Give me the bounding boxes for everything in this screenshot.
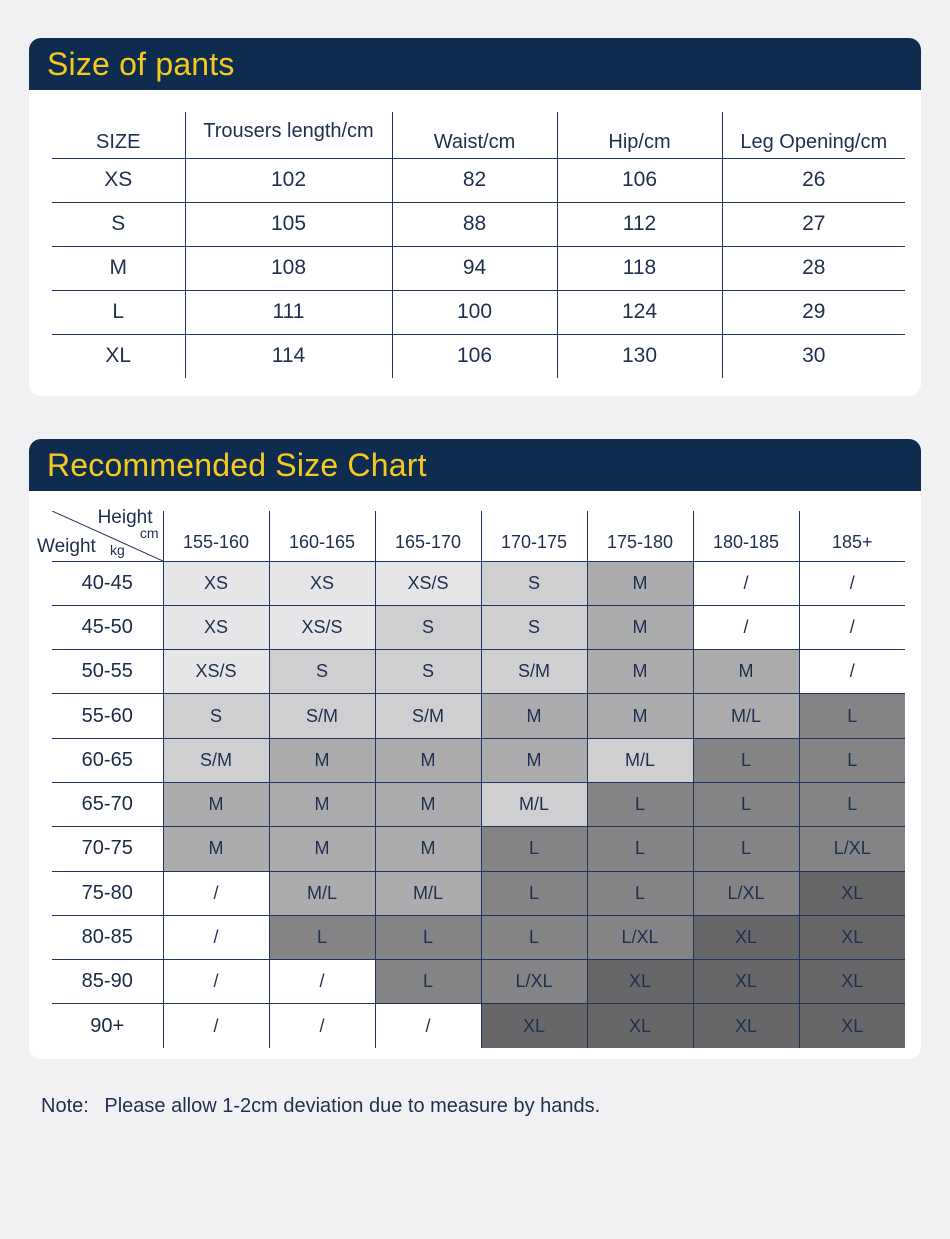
- size-recommendation-cell: L: [269, 915, 375, 959]
- waist-cell: 100: [392, 290, 557, 334]
- size-recommendation-cell: /: [693, 605, 799, 649]
- size-recommendation-cell: S: [481, 561, 587, 605]
- size-recommendation-cell: XL: [799, 1004, 905, 1048]
- size-recommendation-cell: S: [163, 694, 269, 738]
- size-recommendation-cell: S: [375, 650, 481, 694]
- hip-cell: 130: [557, 334, 722, 378]
- size-recommendation-cell: L: [587, 871, 693, 915]
- height-header: 180-185: [693, 511, 799, 561]
- leg-opening-cell: 29: [722, 290, 905, 334]
- size-recommendation-cell: M: [587, 605, 693, 649]
- size-recommendation-cell: XL: [587, 960, 693, 1004]
- size-cell: L: [52, 290, 185, 334]
- size-recommendation-cell: XL: [693, 960, 799, 1004]
- size-recommendation-cell: M: [587, 561, 693, 605]
- size-recommendation-cell: XL: [481, 1004, 587, 1048]
- size-cell: S: [52, 202, 185, 246]
- table-row: [52, 202, 905, 246]
- size-recommendation-cell: XL: [799, 871, 905, 915]
- size-recommendation-cell: M: [587, 694, 693, 738]
- size-recommendation-cell: XS: [163, 561, 269, 605]
- table-row: [52, 561, 905, 605]
- recommended-size-chart-header: [29, 439, 921, 491]
- table-row: [52, 158, 905, 202]
- size-recommendation-cell: M: [163, 827, 269, 871]
- table-row: [52, 694, 905, 738]
- trousers-length-cell: 102: [185, 158, 392, 202]
- height-header: 170-175: [481, 511, 587, 561]
- size-recommendation-cell: M: [163, 782, 269, 826]
- size-recommendation-cell: L: [587, 827, 693, 871]
- weight-cell: 40-45: [52, 561, 163, 605]
- measurement-note: [41, 1095, 600, 1118]
- size-recommendation-cell: /: [693, 561, 799, 605]
- size-recommendation-cell: /: [375, 1004, 481, 1048]
- size-recommendation-cell: L/XL: [587, 915, 693, 959]
- table-row: [52, 782, 905, 826]
- size-recommendation-cell: L: [587, 782, 693, 826]
- trousers-length-cell: 108: [185, 246, 392, 290]
- size-recommendation-cell: M: [269, 827, 375, 871]
- size-recommendation-cell: M: [587, 650, 693, 694]
- table-row: [52, 915, 905, 959]
- table-row: [52, 871, 905, 915]
- size-recommendation-cell: M/L: [693, 694, 799, 738]
- table-row: [52, 1004, 905, 1048]
- corner-height-label: Height: [97, 507, 153, 528]
- size-of-pants-title: Size of pants: [47, 46, 235, 82]
- weight-cell: 65-70: [52, 782, 163, 826]
- header-leg-opening: Leg Opening/cm: [722, 112, 905, 158]
- size-recommendation-cell: XS: [163, 605, 269, 649]
- table-row: [52, 827, 905, 871]
- size-recommendation-cell: M: [375, 827, 481, 871]
- size-recommendation-cell: S/M: [269, 694, 375, 738]
- size-recommendation-cell: /: [163, 1004, 269, 1048]
- weight-cell: 55-60: [52, 694, 163, 738]
- recommended-header-row: [52, 511, 905, 561]
- table-row: [52, 650, 905, 694]
- corner-weight-label: Weight: [37, 535, 96, 557]
- recommended-size-chart-card: [29, 439, 921, 1059]
- size-recommendation-cell: L: [693, 827, 799, 871]
- size-of-pants-table: [52, 112, 905, 378]
- leg-opening-cell: 30: [802, 344, 826, 368]
- weight-cell: 45-50: [52, 605, 163, 649]
- weight-cell: 70-75: [52, 827, 163, 871]
- size-table-header-row: [52, 112, 905, 158]
- recommended-size-chart-title: Recommended Size Chart: [47, 447, 427, 483]
- height-header: 175-180: [587, 511, 693, 561]
- corner-weight-unit: kg: [110, 541, 125, 558]
- size-cell: M: [52, 246, 185, 290]
- size-recommendation-cell: /: [799, 561, 905, 605]
- waist-cell: 82: [392, 158, 557, 202]
- table-row: [52, 246, 905, 290]
- size-recommendation-cell: XS/S: [163, 650, 269, 694]
- size-recommendation-cell: S: [269, 650, 375, 694]
- header-size: SIZE: [52, 112, 185, 158]
- waist-cell: 88: [392, 202, 557, 246]
- size-recommendation-cell: XL: [693, 915, 799, 959]
- size-recommendation-cell: XS/S: [375, 561, 481, 605]
- size-of-pants-card: [29, 38, 921, 396]
- size-recommendation-cell: XS: [269, 561, 375, 605]
- size-recommendation-cell: M/L: [375, 871, 481, 915]
- size-recommendation-cell: M: [375, 738, 481, 782]
- size-recommendation-cell: L: [799, 738, 905, 782]
- note-label: Note:: [41, 1095, 89, 1117]
- size-recommendation-cell: M: [481, 694, 587, 738]
- recommended-size-table: [37, 507, 905, 1048]
- header-hip: Hip/cm: [557, 112, 722, 158]
- trousers-length-cell: 111: [185, 290, 392, 334]
- size-recommendation-cell: L/XL: [481, 960, 587, 1004]
- header-waist: Waist/cm: [392, 112, 557, 158]
- size-recommendation-cell: M/L: [481, 782, 587, 826]
- size-recommendation-cell: /: [269, 960, 375, 1004]
- corner-height-unit: cm: [139, 525, 159, 541]
- note-text: Please allow 1-2cm deviation due to measure by hands.: [104, 1095, 601, 1117]
- size-recommendation-cell: L: [693, 738, 799, 782]
- size-recommendation-cell: XS/S: [269, 605, 375, 649]
- size-recommendation-cell: XL: [693, 1004, 799, 1048]
- size-recommendation-cell: M: [693, 650, 799, 694]
- size-recommendation-cell: M: [269, 782, 375, 826]
- size-recommendation-cell: M/L: [269, 871, 375, 915]
- size-recommendation-cell: M: [375, 782, 481, 826]
- weight-cell: 80-85: [52, 915, 163, 959]
- hip-cell: 106: [557, 158, 722, 202]
- size-recommendation-cell: /: [163, 960, 269, 1004]
- trousers-length-cell: 114: [185, 334, 392, 378]
- hip-cell: 118: [557, 246, 722, 290]
- size-recommendation-cell: L/XL: [799, 827, 905, 871]
- size-recommendation-cell: /: [163, 915, 269, 959]
- size-recommendation-cell: XL: [799, 960, 905, 1004]
- size-recommendation-cell: XL: [587, 1004, 693, 1048]
- height-header: 185+: [799, 511, 905, 561]
- size-recommendation-cell: M: [269, 738, 375, 782]
- recommended-table-body: [52, 561, 905, 1048]
- height-header: 155-160: [163, 511, 269, 561]
- size-recommendation-cell: L: [693, 782, 799, 826]
- size-recommendation-cell: L: [799, 782, 905, 826]
- table-row: [52, 738, 905, 782]
- weight-cell: 75-80: [52, 871, 163, 915]
- size-of-pants-header: [29, 38, 921, 90]
- size-recommendation-cell: S/M: [375, 694, 481, 738]
- waist-cell: 94: [392, 246, 557, 290]
- weight-cell: 60-65: [52, 738, 163, 782]
- header-trousers-length: Trousers length/cm: [185, 112, 392, 158]
- weight-cell: 50-55: [52, 650, 163, 694]
- size-recommendation-cell: /: [799, 650, 905, 694]
- size-recommendation-cell: L: [481, 827, 587, 871]
- size-recommendation-cell: /: [799, 605, 905, 649]
- size-recommendation-cell: /: [163, 871, 269, 915]
- leg-opening-cell: 28: [722, 246, 905, 290]
- weight-cell: 85-90: [52, 960, 163, 1004]
- size-recommendation-cell: M: [481, 738, 587, 782]
- size-recommendation-cell: L/XL: [693, 871, 799, 915]
- size-recommendation-cell: S/M: [481, 650, 587, 694]
- size-recommendation-cell: S/M: [163, 738, 269, 782]
- size-cell: XL: [52, 334, 185, 378]
- trousers-length-cell: 105: [185, 202, 392, 246]
- size-recommendation-cell: L: [481, 871, 587, 915]
- size-recommendation-cell: /: [269, 1004, 375, 1048]
- size-recommendation-cell: L: [481, 915, 587, 959]
- size-recommendation-cell: L: [375, 960, 481, 1004]
- height-header: 160-165: [269, 511, 375, 561]
- corner-header: [37, 507, 163, 561]
- weight-cell: 90+: [52, 1004, 163, 1048]
- table-row: [52, 605, 905, 649]
- hip-cell: 112: [557, 202, 722, 246]
- size-recommendation-cell: XL: [799, 915, 905, 959]
- waist-cell: 106: [392, 334, 557, 378]
- height-header: 165-170: [375, 511, 481, 561]
- table-row: [52, 334, 905, 378]
- table-row: [52, 290, 905, 334]
- size-recommendation-cell: L: [799, 694, 905, 738]
- size-cell: XS: [52, 158, 185, 202]
- leg-opening-cell: 27: [722, 202, 905, 246]
- table-row: [52, 960, 905, 1004]
- leg-opening-cell: 26: [722, 158, 905, 202]
- hip-cell: 124: [557, 290, 722, 334]
- size-recommendation-cell: S: [375, 605, 481, 649]
- size-recommendation-cell: L: [375, 915, 481, 959]
- size-recommendation-cell: M/L: [587, 738, 693, 782]
- size-recommendation-cell: S: [481, 605, 587, 649]
